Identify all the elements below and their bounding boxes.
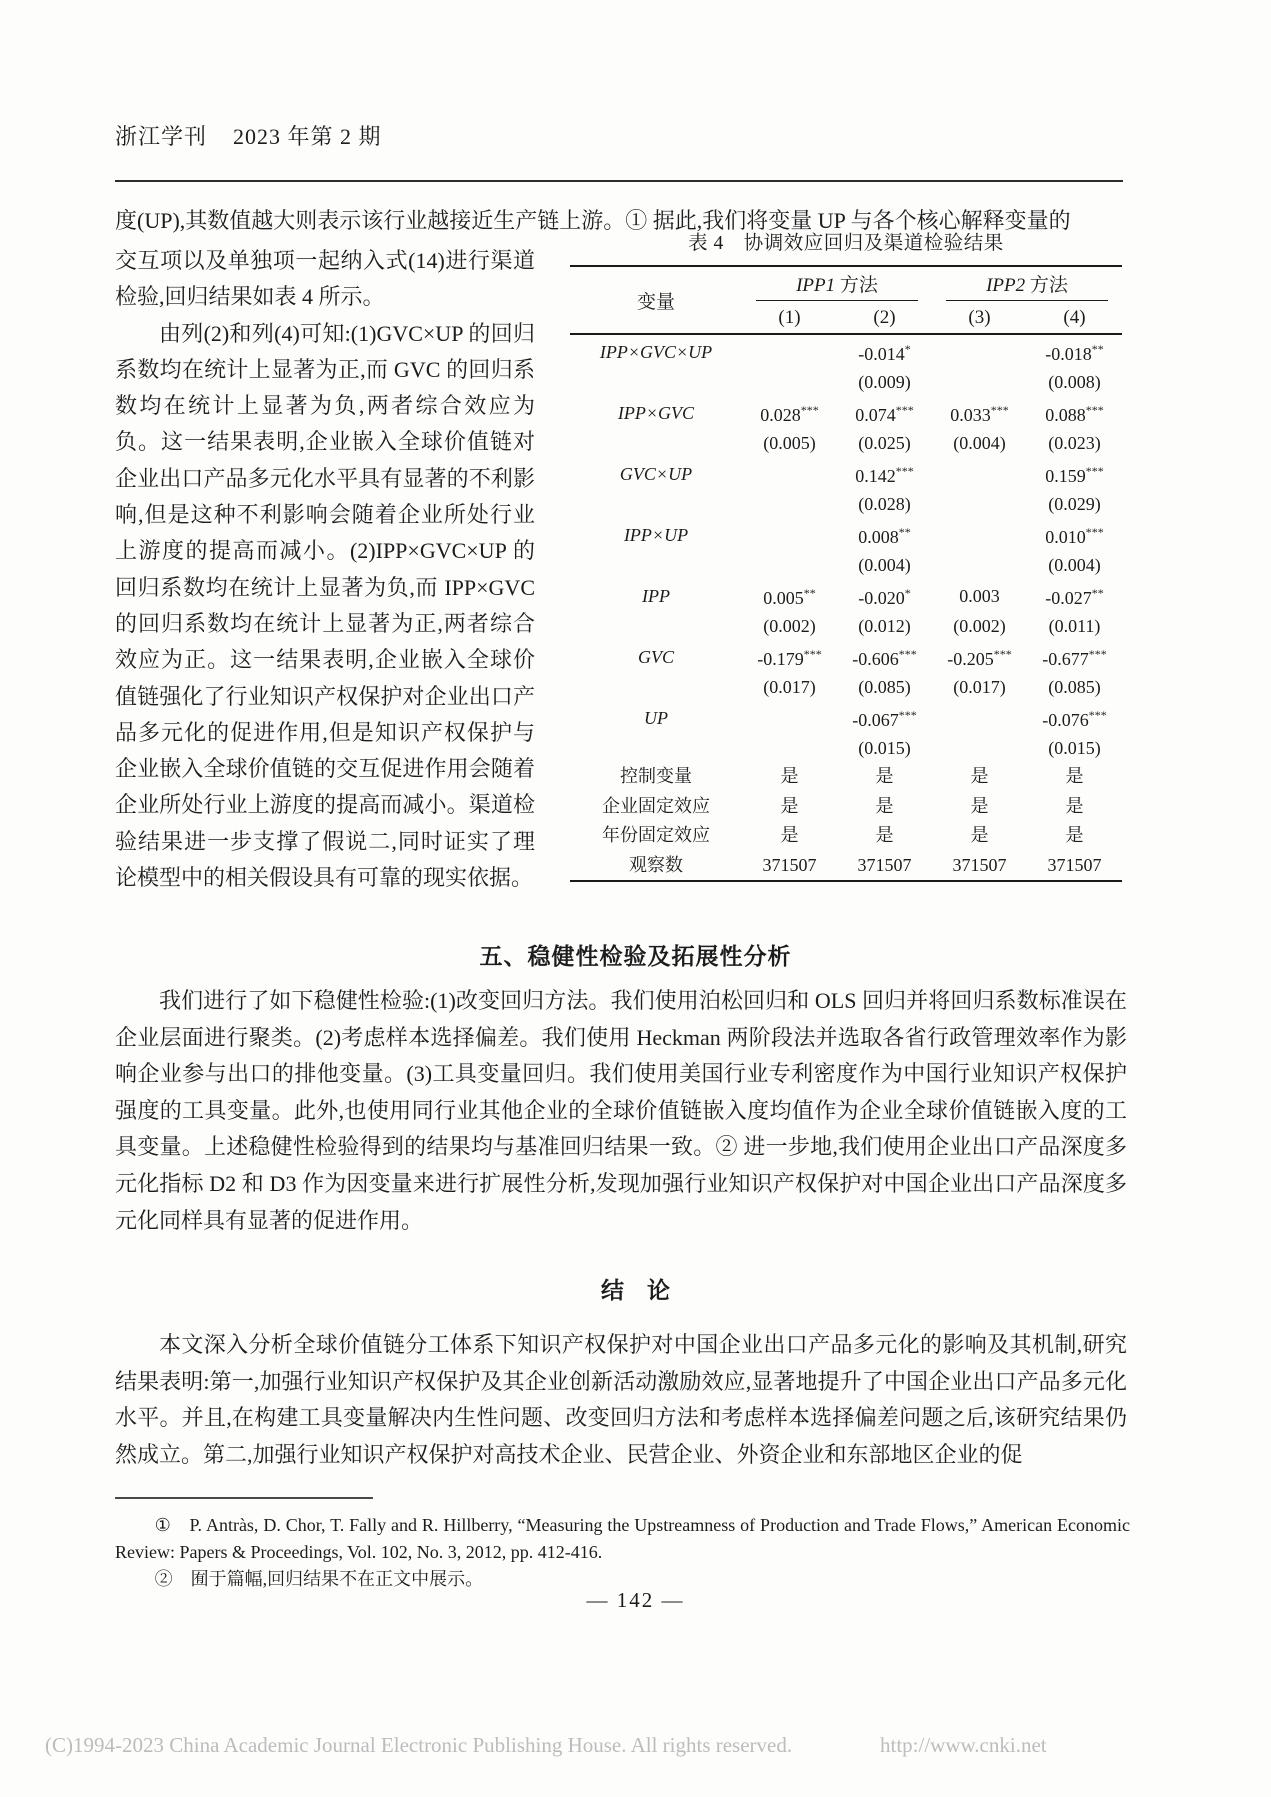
table-footer-row	[570, 762, 1122, 792]
footnote-1: ① P. Antràs, D. Chor, T. Fally and R. Hillberry, “Measuring the Upstreamness of Production and Trade Flows,” American Economic Review: Papers & Proceedings, Vol. 102, No. 3, 2012, pp. 412-416.	[115, 1515, 1130, 1562]
table-cell: (0.012)	[858, 616, 911, 636]
table-row-coef	[570, 701, 1122, 734]
table-cell: -0.067***	[852, 708, 917, 730]
table-row-se	[570, 551, 1122, 579]
table-cell: 371507	[762, 854, 817, 875]
table-row-coef	[570, 518, 1122, 551]
table-cell	[570, 490, 742, 518]
table-cell: 371507	[952, 854, 1007, 875]
table-cell: 是	[970, 825, 989, 845]
table-cell: 是	[1065, 795, 1084, 816]
table-row-coef	[570, 640, 1122, 673]
table-cell	[932, 734, 1027, 762]
table-cell: 年份固定效应	[602, 825, 710, 845]
cnki-url: http://www.cnki.net	[880, 1733, 1047, 1757]
table-cell: (0.085)	[1048, 677, 1101, 697]
table-cell	[932, 368, 1027, 396]
table-row-se	[570, 612, 1122, 640]
column-header-1: (1)	[742, 303, 837, 334]
table-cell: -0.179***	[757, 647, 822, 669]
table-group-header-row	[570, 266, 1122, 303]
table-cell	[742, 734, 837, 762]
table-cell	[932, 551, 1027, 579]
table-cell: -0.205***	[947, 647, 1012, 669]
table-cell: 0.005**	[763, 586, 816, 608]
header-rule	[115, 180, 1123, 182]
table-cell: 0.033***	[950, 403, 1009, 425]
table-cell	[570, 551, 742, 579]
table-cell: 是	[875, 795, 894, 816]
table-cell: 0.159***	[1045, 464, 1104, 486]
table-cell	[932, 490, 1027, 518]
table-cell: (0.023)	[1048, 433, 1101, 453]
table-cell: (0.085)	[858, 677, 911, 697]
table-cell: UP	[644, 707, 668, 728]
table-cell: 是	[970, 766, 989, 786]
table-cell: (0.017)	[763, 677, 816, 697]
table-cell: IPP	[642, 585, 670, 606]
table-cell: (0.002)	[763, 616, 816, 636]
table-cell: (0.025)	[858, 433, 911, 453]
conclusion-paragraph: 本文深入分析全球价值链分工体系下知识产权保护对中国企业出口产品多元化的影响及其机制,研究结果表明:第一,加强行业知识产权保护及其企业创新活动激励效应,显著地提升了中国企业出口产品多元化水平。并且,在构建工具变量解决内生性问题、改变回归方法和考虑样本选择偏差问题之后,该研究结果仍然成立。第二,加强行业知识产权保护对高技术企业、民营企业、外资企业和东部地区企业的促	[115, 1332, 1127, 1467]
table-cell: 0.074***	[855, 403, 914, 425]
table-cell: (0.017)	[953, 677, 1006, 697]
table-cell: 是	[970, 795, 989, 816]
table-cell: 观察数	[629, 854, 683, 875]
table-cell: 0.010***	[1045, 525, 1104, 547]
table-row-se	[570, 673, 1122, 701]
table-cell: GVC	[638, 646, 674, 667]
table-cell: 是	[780, 766, 799, 786]
table-title: 表 4 协调效应回归及渠道检验结果	[688, 233, 1004, 254]
table-cell: (0.028)	[858, 494, 911, 514]
table-cell: GVC×UP	[619, 463, 693, 484]
table-row-coef	[570, 334, 1122, 368]
table-cell	[570, 734, 742, 762]
table-cell: (0.002)	[953, 616, 1006, 636]
table-footer-row	[570, 792, 1122, 822]
left-paragraph-2: 由列(2)和列(4)可知:(1)GVC×UP 的回归系数均在统计上显著为正,而 GVC 的回归系数均在统计上显著为负,两者综合效应为负。这一结果表明,企业嵌入全球价值链对企业出口产品多元化水平具有显著的不利影响,但是这种不利影响会随着企业所处行业上游度的提高而减小。(2)IPP×GVC×UP 的回归系数均在统计上显著为负,而 IPP×GVC 的回归系数均在统计上显著为正,两者综合效应为正。这一结果表明,企业嵌入全球价值链强化了行业知识产权保护对企业出口产品多元化的促进作用,但是知识产权保护与企业嵌入全球价值链的交互促进作用会随着企业所处行业上游度的提高而减小。渠道检验结果进一步支撑了假说二,同时证实了理论模型中的相关假设具有可靠的现实依据。	[115, 320, 535, 891]
table-cell: IPP×UP	[623, 524, 689, 545]
table-header-variable: 变量	[570, 266, 742, 334]
table-cell: 371507	[1047, 854, 1102, 875]
body-left-column	[115, 243, 535, 896]
table-cell: 0.028***	[760, 403, 819, 425]
table4-block	[570, 227, 1122, 882]
table-cell: 是	[780, 825, 799, 845]
table-body	[570, 334, 1122, 881]
table-cell	[742, 334, 837, 368]
table-cell: 0.088***	[1045, 403, 1104, 425]
footnote-rule	[115, 1497, 373, 1499]
table-footer-row	[570, 821, 1122, 851]
table-cell: -0.677***	[1042, 647, 1107, 669]
table-cell	[742, 457, 837, 490]
table-cell: 0.142***	[855, 464, 914, 486]
table-cell: -0.018**	[1045, 342, 1104, 364]
table-cell: (0.004)	[953, 433, 1006, 453]
robustness-paragraph: 我们进行了如下稳健性检验:(1)改变回归方法。我们使用泊松回归和 OLS 回归并将回归系数标准误在企业层面进行聚类。(2)考虑样本选择偏差。我们使用 Heckman 两阶段法并选取各省行政管理效率作为影响企业参与出口的排他变量。(3)工具变量回归。我们使用美国行业专利密度作为中国行业知识产权保护强度的工具变量。此外,也使用同行业其他企业的全球价值链嵌入度均值作为企业全球价值链嵌入度的工具变量。上述稳健性检验得到的结果均与基准回归结果一致。② 进一步地,我们使用企业出口产品深度多元化指标 D2 和 D3 作为因变量来进行扩展性分析,发现加强行业知识产权保护对中国企业出口产品深度多元化同样具有显著的促进作用。	[115, 988, 1127, 1233]
table-cell: -0.027**	[1045, 586, 1104, 608]
regression-table	[570, 265, 1122, 882]
table-cell: (0.008)	[1048, 372, 1101, 392]
group-header-label: IPP2 方法	[946, 270, 1108, 301]
table-cell: (0.009)	[858, 372, 911, 392]
table-cell: -0.020*	[858, 586, 911, 608]
table-group-header-ipp1	[742, 266, 932, 303]
table-row-coef	[570, 396, 1122, 429]
table-cell: (0.015)	[1048, 738, 1101, 758]
copyright-notice: (C)1994-2023 China Academic Journal Electronic Publishing House. All rights reserved.	[45, 1733, 793, 1757]
table-cell: -0.606***	[852, 647, 917, 669]
table-footer-row	[570, 851, 1122, 882]
table-cell: 0.003	[959, 585, 1000, 606]
footnote-2: ② 囿于篇幅,回归结果不在正文中展示。	[154, 1569, 484, 1589]
table-cell: 371507	[857, 854, 912, 875]
table-cell: (0.011)	[1048, 616, 1101, 636]
conclusion-heading: 结 论	[601, 1278, 670, 1303]
table-cell	[570, 368, 742, 396]
table-cell: 控制变量	[620, 766, 692, 786]
table-row-se	[570, 490, 1122, 518]
table-group-header-ipp2	[932, 266, 1122, 303]
table-cell: 是	[875, 825, 894, 845]
issue-label: 2023 年第 2 期	[233, 124, 382, 149]
table-cell: (0.004)	[1048, 555, 1101, 575]
column-header-2: (2)	[837, 303, 932, 334]
table-cell	[742, 368, 837, 396]
table-cell: 是	[875, 766, 894, 786]
journal-title: 浙江学刊	[115, 124, 208, 149]
table-cell: -0.076***	[1042, 708, 1107, 730]
journal-header	[115, 120, 382, 151]
table-cell	[570, 673, 742, 701]
table-cell: (0.005)	[763, 433, 816, 453]
table-cell: -0.014*	[858, 342, 911, 364]
table-cell: (0.029)	[1048, 494, 1101, 514]
table-cell: (0.004)	[858, 555, 911, 575]
table-cell	[932, 334, 1027, 368]
table-cell: 是	[1065, 766, 1084, 786]
table-row-coef	[570, 457, 1122, 490]
table-cell	[932, 701, 1027, 734]
table-cell: 是	[780, 795, 799, 816]
table-cell	[742, 701, 837, 734]
table-row-se	[570, 368, 1122, 396]
table-row-coef	[570, 579, 1122, 612]
table-cell: IPP×GVC	[617, 402, 695, 423]
section-heading-robustness: 五、稳健性检验及拓展性分析	[479, 944, 792, 969]
table-cell: 0.008**	[858, 525, 911, 547]
column-header-3: (3)	[932, 303, 1027, 334]
column-header-4: (4)	[1027, 303, 1122, 334]
table-cell	[570, 429, 742, 457]
table-row-se	[570, 429, 1122, 457]
table-cell: IPP×GVC×UP	[599, 341, 713, 362]
table-cell: (0.015)	[858, 738, 911, 758]
table-cell	[742, 551, 837, 579]
group-header-label: IPP1 方法	[756, 270, 918, 301]
intro-paragraph: 度(UP),其数值越大则表示该行业越接近生产链上游。① 据此,我们将变量 UP 与各个核心解释变量的	[115, 208, 1071, 233]
page-number: — 142 —	[586, 1588, 685, 1612]
table-row-se	[570, 734, 1122, 762]
table-cell	[742, 518, 837, 551]
table-cell	[570, 612, 742, 640]
table-cell: 是	[1065, 825, 1084, 845]
left-paragraph-1: 交互项以及单独项一起纳入式(14)进行渠道检验,回归结果如表 4 所示。	[115, 248, 535, 310]
table-cell: 企业固定效应	[602, 795, 710, 816]
table-cell	[932, 457, 1027, 490]
table-cell	[742, 490, 837, 518]
table-cell	[932, 518, 1027, 551]
